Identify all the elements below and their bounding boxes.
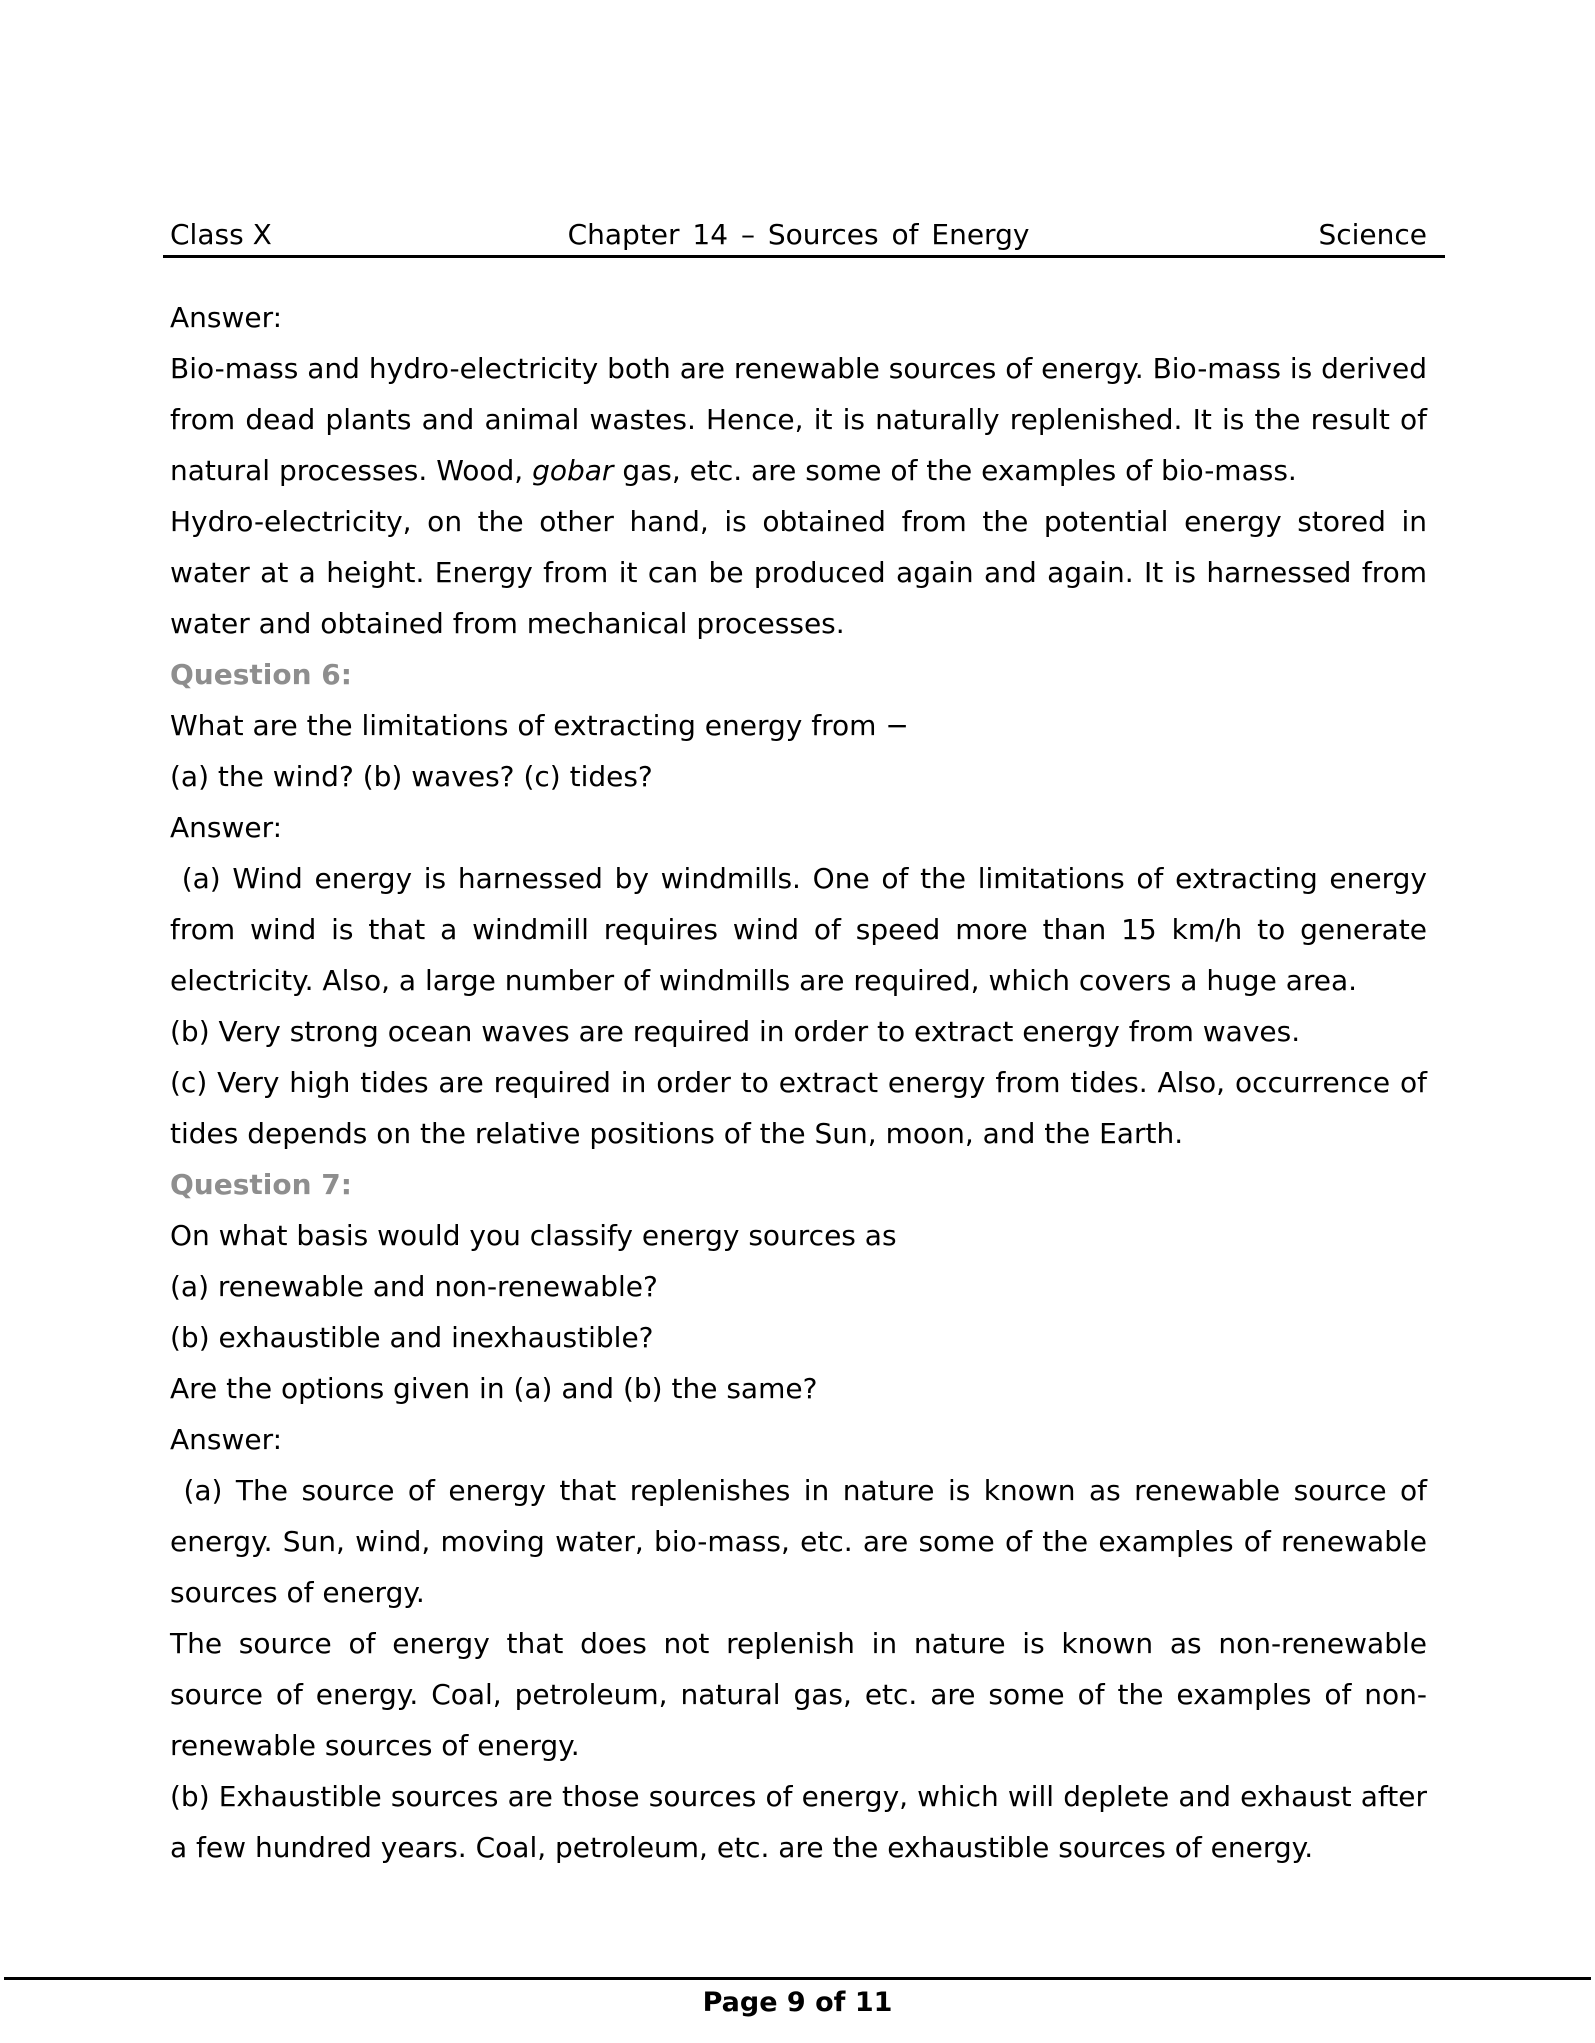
page-number: Page 9 of 11 [702, 1987, 893, 2018]
paragraph [170, 496, 1427, 649]
paragraph [170, 1618, 1427, 1771]
text-run: Hydro-electricity, on the other hand, is obtained from the potential energy stored in water at a height. Energy from it can be produced again and again. It is harnessed from water and obtained from mechanical processes. [170, 505, 1427, 640]
paragraph [170, 1414, 1427, 1465]
header-divider [163, 255, 1445, 258]
page-footer [0, 1986, 1595, 2020]
paragraph [170, 1312, 1427, 1363]
text-run: The source of energy that does not replenish in nature is known as non-renewable source of energy. Coal, petroleum, natural gas, etc. are some of the examples of non-renewable sources of energy. [170, 1627, 1427, 1762]
text-run: On what basis would you classify energy sources as [170, 1219, 897, 1252]
text-run: (b) Exhaustible sources are those sources of energy, which will deplete and exhaust after a few hundred years. Coal, petroleum, etc. are the exhaustible sources of energy. [170, 1780, 1427, 1864]
paragraph [170, 802, 1427, 853]
italic-text-run: gobar [532, 454, 614, 487]
paragraph [170, 1261, 1427, 1312]
footer-divider [4, 1977, 1591, 1980]
text-run: (b) exhaustible and inexhaustible? [170, 1321, 654, 1354]
text-run: Bio-mass and hydro-electricity both are renewable sources of energy. Bio-mass is derived from dead plants and animal wastes. Hence, it is naturally replenished. It is the result of natural processes. Wood, [170, 352, 1427, 487]
paragraph [170, 1771, 1427, 1873]
header-class-label: Class X [170, 218, 272, 251]
text-run: Answer: [170, 1423, 283, 1456]
text-run: (a) The source of energy that replenishes in nature is known as renewable source of energy. Sun, wind, moving water, bio-mass, etc. are some of the examples of renewable sources of energy. [170, 1474, 1427, 1609]
text-run: (a) Wind energy is harnessed by windmills. One of the limitations of extracting energy from wind is that a windmill requires wind of speed more than 15 km/h to generate electricity. Also, a large number of windmills are required, which covers a huge area. [170, 862, 1427, 997]
text-run: (a) renewable and non-renewable? [170, 1270, 658, 1303]
paragraph [170, 1057, 1427, 1159]
header-chapter-title: Chapter 14 – Sources of Energy [567, 218, 1030, 251]
paragraph [170, 343, 1427, 496]
paragraph [170, 700, 1427, 751]
question-heading [170, 649, 1427, 700]
paragraph [170, 1363, 1427, 1414]
text-run: Are the options given in (a) and (b) the same? [170, 1372, 818, 1405]
text-run: gas, etc. are some of the examples of bio-mass. [613, 454, 1297, 487]
header-subject-label: Science [1318, 218, 1427, 251]
paragraph [170, 1006, 1427, 1057]
text-run: What are the limitations of extracting energy from − [170, 709, 909, 742]
paragraph [170, 1210, 1427, 1261]
question-heading [170, 1159, 1427, 1210]
paragraph [170, 853, 1427, 1006]
paragraph [170, 751, 1427, 802]
text-run: (a) the wind? (b) waves? (c) tides? [170, 760, 653, 793]
text-run: (b) Very strong ocean waves are required in order to extract energy from waves. [170, 1015, 1301, 1048]
text-run: (c) Very high tides are required in order to extract energy from tides. Also, occurrence of tides depends on the relative positions of the Sun, moon, and the Earth. [170, 1066, 1427, 1150]
paragraph [170, 292, 1427, 343]
text-run: Answer: [170, 811, 283, 844]
paragraph [170, 1465, 1427, 1618]
document-body [170, 292, 1427, 1873]
text-run: Answer: [170, 301, 283, 334]
text-run: Question 6: [170, 658, 352, 691]
page-header [170, 218, 1427, 252]
text-run: Question 7: [170, 1168, 352, 1201]
